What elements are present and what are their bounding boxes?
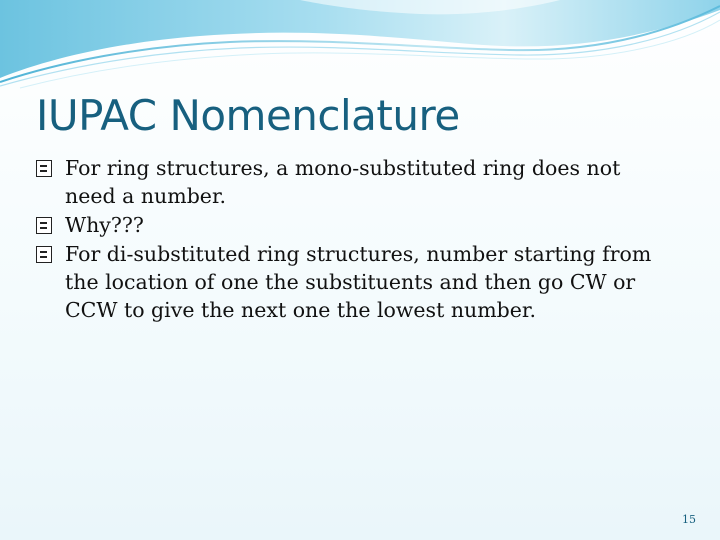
page-number: 15 [682, 513, 696, 526]
bullet-item [36, 240, 676, 324]
slide-title: IUPAC Nomenclature [36, 91, 460, 140]
bullet-text: For ring structures, a mono-substituted ring does not need a number. [65, 156, 621, 208]
bullet-item [36, 154, 676, 210]
bullet-item [36, 211, 676, 239]
missing-glyph-box-icon [36, 217, 52, 234]
header-wave-decoration [0, 0, 720, 90]
bullet-text: Why??? [65, 213, 144, 237]
bullet-list [36, 154, 676, 325]
bullet-text: For di-substituted ring structures, number starting from the location of one the substituents and then go CW or CCW to give the next one the lowest number. [65, 242, 652, 322]
missing-glyph-box-icon [36, 160, 52, 177]
missing-glyph-box-icon [36, 246, 52, 263]
